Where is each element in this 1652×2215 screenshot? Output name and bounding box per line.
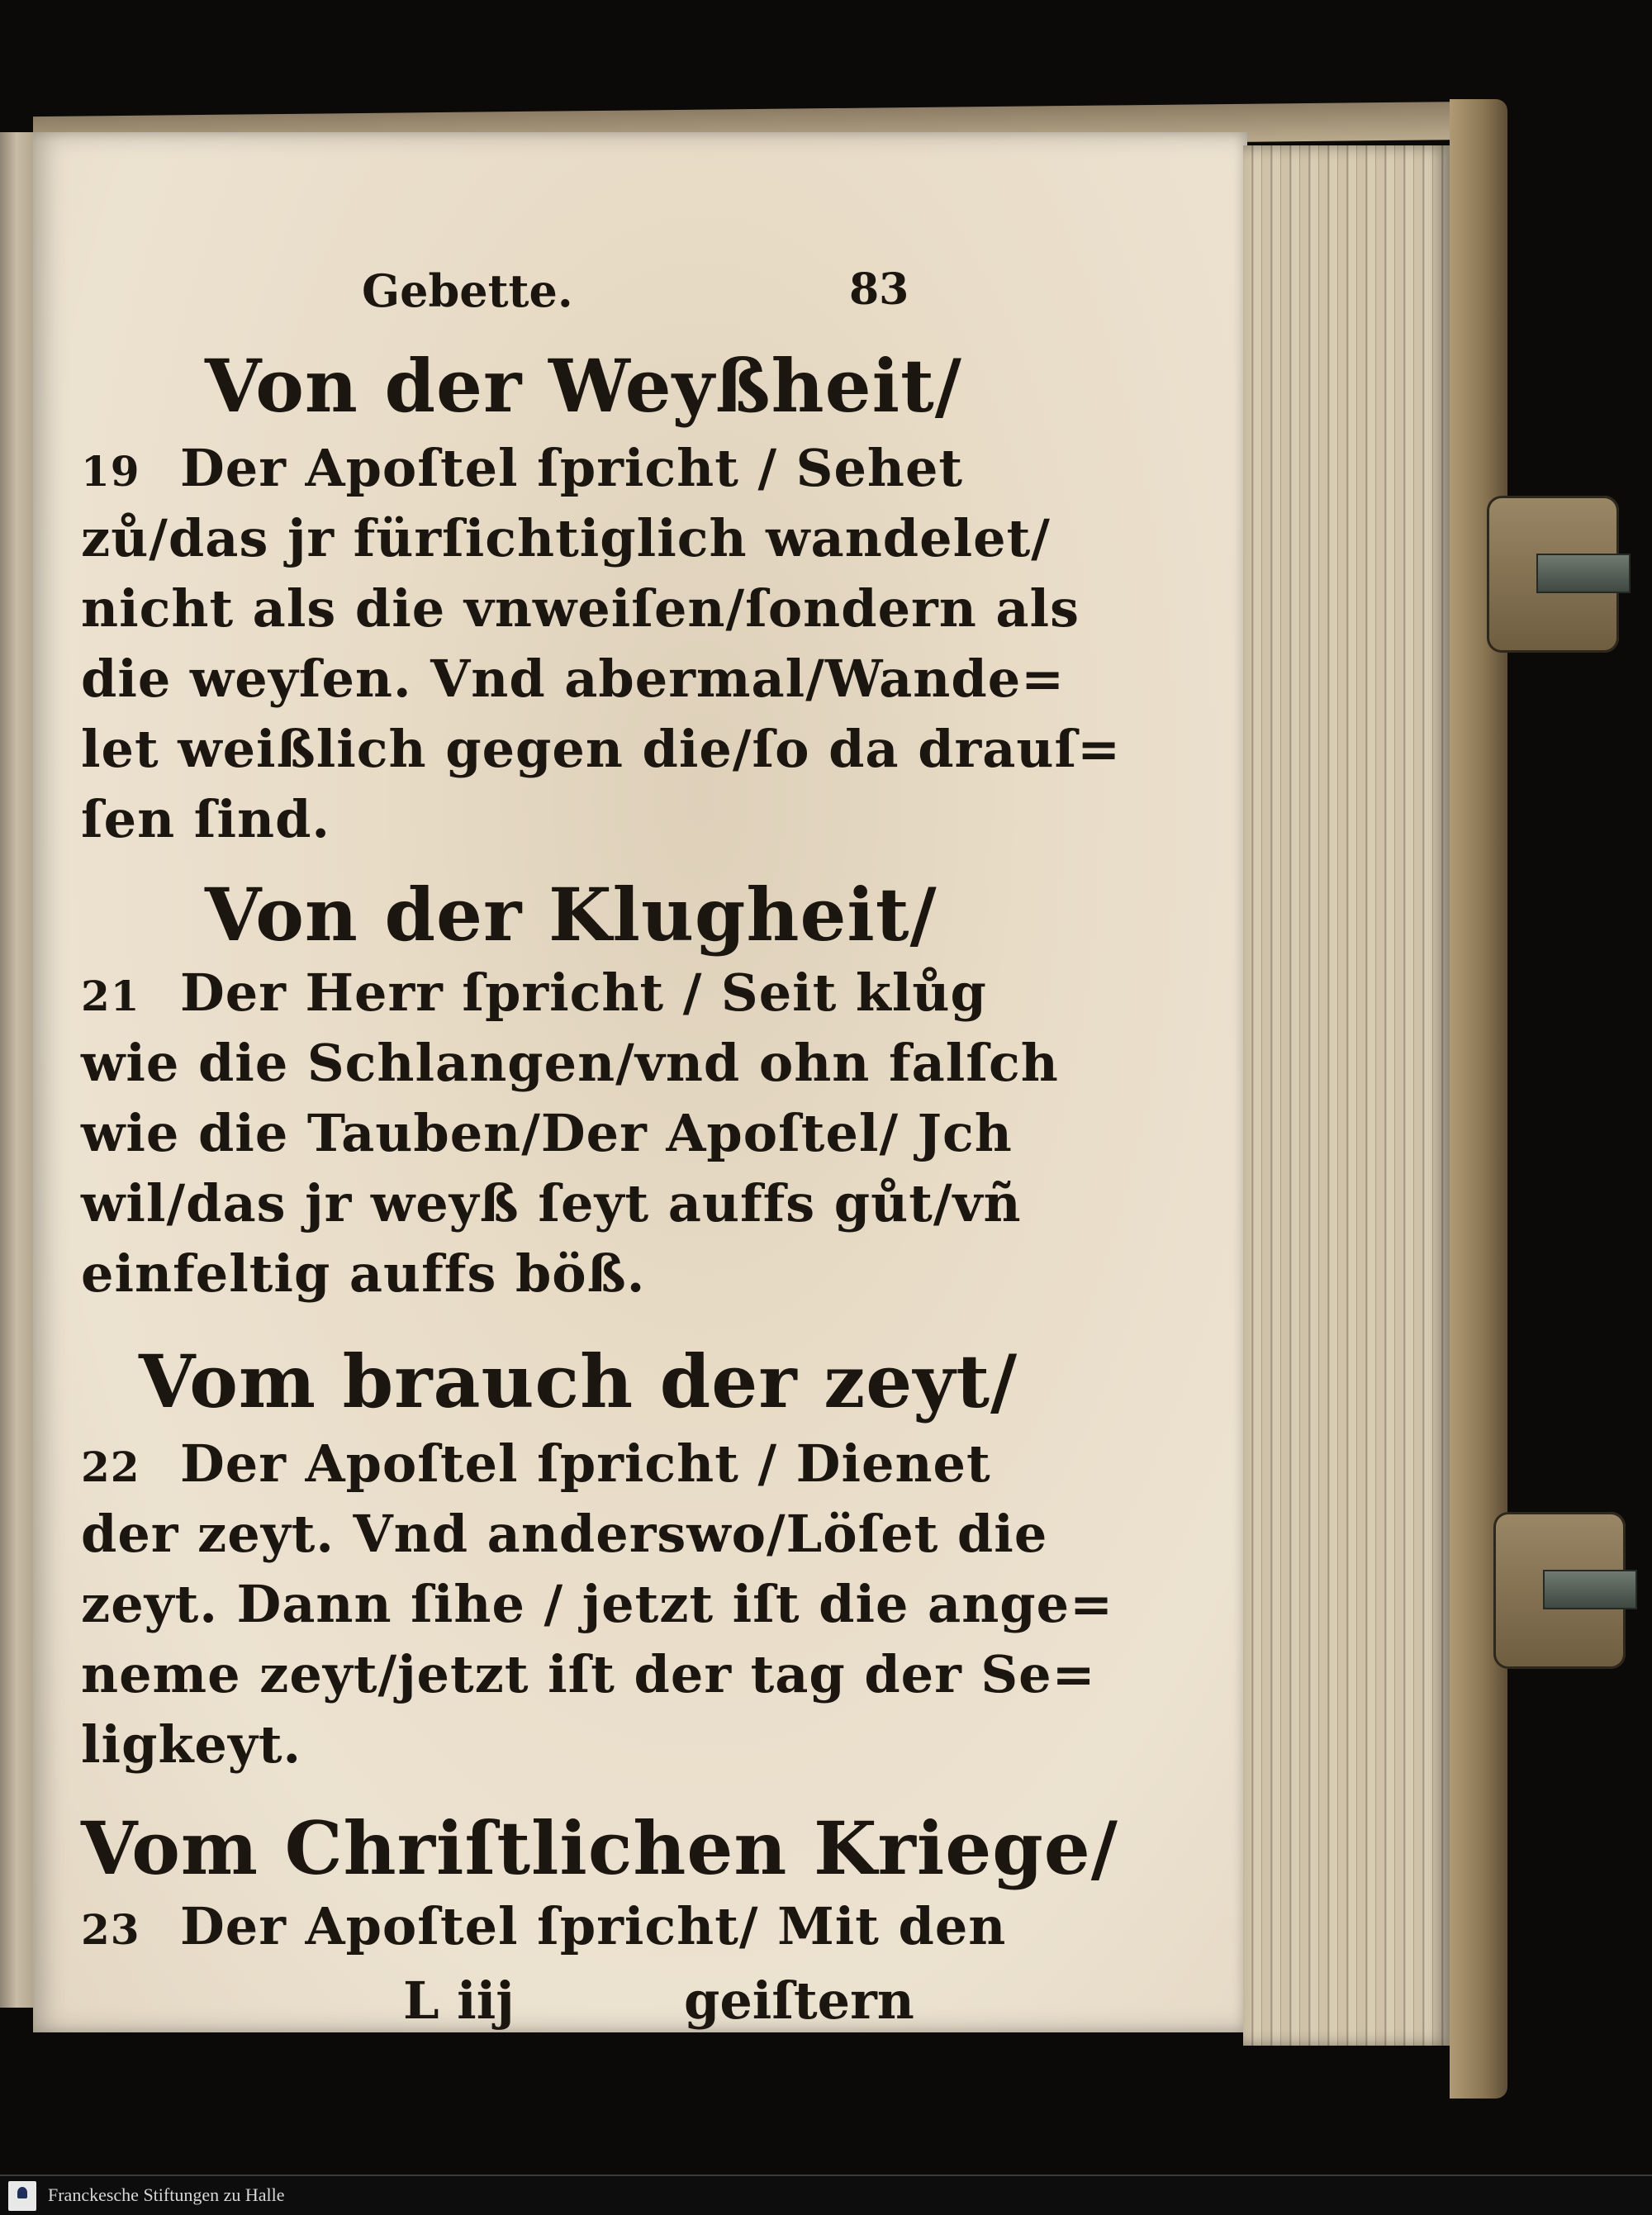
cover-edge xyxy=(1450,99,1507,2099)
page-number: 83 xyxy=(849,264,909,315)
text-line xyxy=(81,1433,991,1494)
text-line: ſen ſind. xyxy=(81,789,331,849)
text-line: let weißlich gegen die/ſo da drauſ= xyxy=(81,719,1122,779)
footer-bar xyxy=(0,2175,1652,2215)
text-line xyxy=(81,438,963,498)
text-line: nicht als die vnweiſen/ſondern als xyxy=(81,578,1080,639)
text-line: der zeyt. Vnd anderswo/Löſet die xyxy=(81,1504,1048,1564)
verse-number: 21 xyxy=(81,972,140,1020)
text-line: die weyſen. Vnd abermal/Wande= xyxy=(81,649,1066,709)
text-line: zů/das jr fürſichtiglich wandelet/ xyxy=(81,508,1051,568)
text-line xyxy=(81,963,987,1023)
line-text: Der Apoſtel ſpricht / Sehet xyxy=(180,438,964,498)
signature-mark: L iij xyxy=(403,1970,515,2031)
clasp-pin xyxy=(1543,1570,1637,1609)
section-heading: Von der Weyßheit/ xyxy=(205,343,962,429)
text-line: einfeltig auffs böß. xyxy=(81,1243,646,1304)
institution-logo-icon xyxy=(8,2181,36,2211)
verse-number: 19 xyxy=(81,447,140,496)
verse-number: 22 xyxy=(81,1443,140,1491)
page-fore-edges xyxy=(1243,145,1450,2046)
text-line: neme zeyt/jetzt iſt der tag der Se= xyxy=(81,1644,1096,1704)
facing-page-edge xyxy=(0,132,33,2008)
text-line: zeyt. Dann ſihe / jetzt iſt die ange= xyxy=(81,1574,1114,1634)
text-line: ligkeyt. xyxy=(81,1714,302,1775)
text-line: wie die Schlangen/vnd ohn falſch xyxy=(81,1033,1059,1093)
text-line: wil/das jr weyß ſeyt auffs gůt/vñ xyxy=(81,1173,1022,1233)
upper-clasp xyxy=(1487,496,1619,653)
text-line: wie die Tauben/Der Apoſtel/ Jch xyxy=(81,1103,1013,1163)
footer-label: Franckesche Stiftungen zu Halle xyxy=(48,2184,285,2205)
clasp-pin xyxy=(1536,554,1631,593)
section-heading: Vom Chriſtlichen Kriege/ xyxy=(81,1805,1118,1891)
running-head: Gebette. xyxy=(362,264,573,317)
line-text: Der Herr ſpricht / Seit klůg xyxy=(180,963,987,1023)
text-line xyxy=(81,1896,1006,1956)
verse-number: 23 xyxy=(81,1905,140,1954)
section-heading: Vom brauch der zeyt/ xyxy=(139,1338,1018,1424)
line-text: Der Apoſtel ſpricht/ Mit den xyxy=(180,1896,1007,1956)
catchword: geiſtern xyxy=(684,1970,914,2031)
line-text: Der Apoſtel ſpricht / Dienet xyxy=(180,1433,991,1494)
section-heading: Von der Klugheit/ xyxy=(205,872,938,958)
lower-clasp xyxy=(1493,1512,1626,1669)
